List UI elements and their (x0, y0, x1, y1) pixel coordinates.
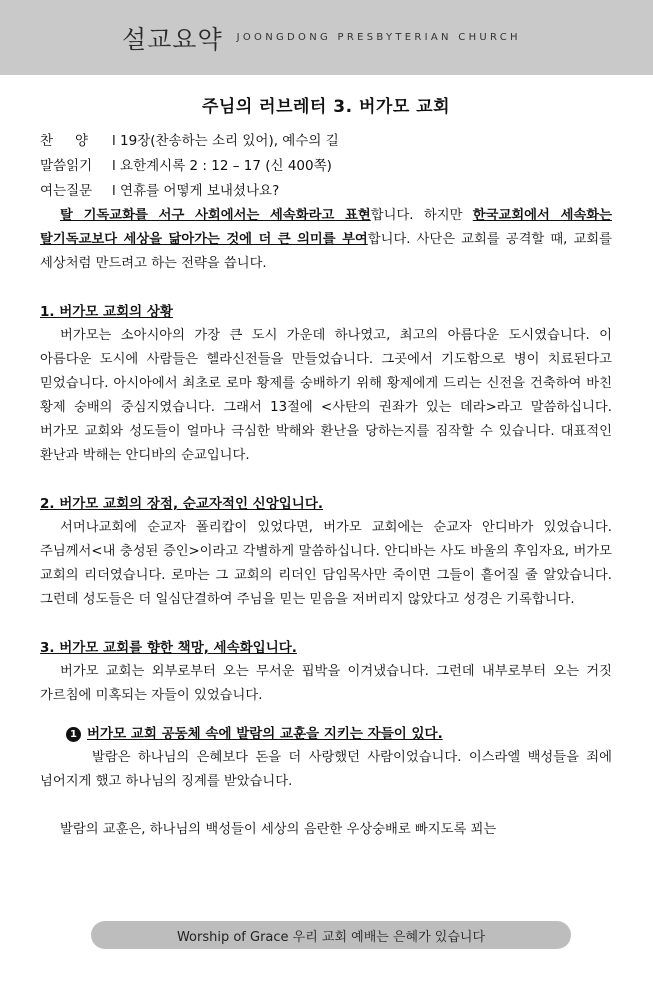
meta-hymn (40, 129, 612, 154)
intro-emphasis: 탈 기독교화를 서구 사회에서는 세속화라고 표현 (60, 208, 371, 223)
meta-value: l 연휴를 어떻게 보내셨나요? (112, 183, 280, 199)
meta-value: l 19장(찬송하는 소리 있어), 예수의 길 (112, 133, 339, 149)
meta-question (40, 179, 612, 204)
meta-label: 말씀읽기 (40, 158, 93, 174)
section-3-text: 버가모 교회는 외부로부터 오는 무서운 핍박을 이겨냈습니다. 그런데 내부로부터 오는 거짓 가르침에 미혹되는 자들이 있었습니다. (40, 664, 612, 703)
meta-label-part: 찬 (40, 133, 54, 149)
intro-paragraph (40, 204, 612, 276)
section-1-text: 버가모는 소아시아의 가장 큰 도시 가운데 하나였고, 최고의 아름다운 도시였습니다. 이 아름다운 도시에 사람들은 헬라신전들을 만들었습니다. 그곳에서 기도함으로 병이 치료된다고 믿었습니다. 아시아에서 최초로 로마 황제를 숭배하기 위해 황제에게 드리는 신전을 건축하여 바친 황제 숭배의 중심지였습니다. 그래서 13절에 <사탄의 권좌가 있는 데라>라고 말씀하십니다. 버가모 교회와 성도들이 얼마나 극심한 박해와 환난을 당하는지를 짐작할 수 있습니다. 대표적인 환난과 박해는 안디바의 순교입니다. (40, 328, 612, 463)
section-2-text: 서머나교회에 순교자 폴리캅이 있었다면, 버가모 교회에는 순교자 안디바가 있었습니다. 주님께서<내 충성된 증인>이라고 각별하게 말씀하십니다. 안디바는 사도 바울의 후임자요, 버가모 교회의 리더였습니다. 로마는 그 교회의 리더인 담임목사만 죽이면 그들이 흩어질 줄 알았습니다. 그런데 성도들은 더 일심단결하여 주님을 믿는 믿음을 저버리지 않았다고 성경은 기록합니다. (40, 520, 612, 607)
section-1-heading: 1. 버가모 교회의 상황 (40, 304, 173, 320)
header-title: 설교요약 (122, 24, 223, 54)
meta-value: l 요한계시록 2 : 12 – 17 (신 400쪽) (112, 158, 332, 174)
document-body (40, 92, 612, 842)
subsection-text-2: 발람의 교훈은, 하나님의 백성들이 세상의 음란한 우상숭배로 빠지도록 꾀는 (60, 822, 497, 837)
meta-label-part: 양 (74, 133, 88, 149)
page-header (0, 0, 653, 75)
document-title: 주님의 러브레터 3. 버가모 교회 (201, 97, 451, 117)
footer-banner: Worship of Grace 우리 교회 예배는 은혜가 있습니다 (91, 921, 571, 949)
section-2-heading: 2. 버가모 교회의 장점, 순교자적인 신앙입니다. (40, 496, 324, 512)
meta-label (40, 129, 112, 154)
subsection-text: 발람은 하나님의 은혜보다 돈을 더 사랑했던 사람이었습니다. 이스라엘 백성들을 죄에 넘어지게 했고 하나님의 징계를 받았습니다. (40, 750, 612, 789)
meta-label: 여는질문 (40, 183, 93, 199)
intro-emphasis: 한국교회에서 세속화는 탈기독교보다 세상을 닮아가는 것에 더 큰 의미를 부여 (40, 208, 612, 247)
intro-text: 합니다. 사단은 교회를 공격할 때, 교회를 세상처럼 만드려고 하는 전략을 씁니다. (40, 232, 612, 271)
number-badge: 1 (66, 727, 81, 742)
header-subtitle: JOONGDONG PRESBYTERIAN CHURCH (236, 32, 521, 43)
subsection-heading (66, 722, 612, 746)
meta-scripture (40, 154, 612, 179)
intro-text: 합니다. 하지만 (370, 208, 473, 223)
section-3-heading: 3. 버가모 교회를 향한 책망, 세속화입니다. (40, 640, 297, 656)
subsection-heading-text: 버가모 교회 공동체 속에 발람의 교훈을 지키는 자들이 있다. (87, 726, 443, 742)
